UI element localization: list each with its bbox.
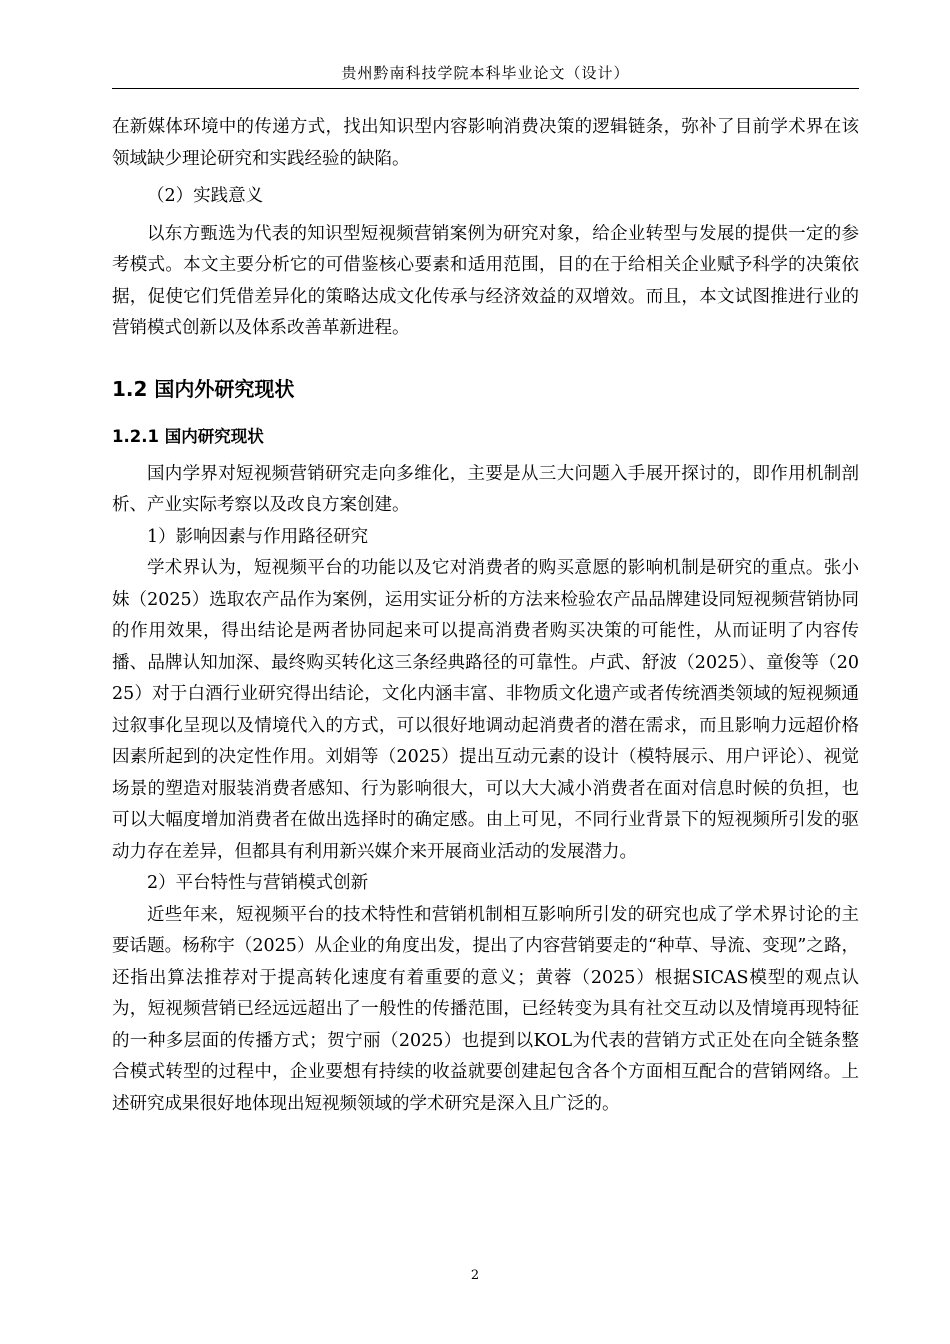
paragraph-platform-features: 近些年来，短视频平台的技术特性和营销机制相互影响所引发的研究也成了学术界讨论的主要话题。杨称宇（2025）从企业的角度出发，提出了内容营销要走的“种草、导流、变现”之路，还指出算法推荐对于提高转化速度有着重要的意义；黄蓉（2025）根据SICAS模型的观点认为，短视频营销已经远远超出了一般性的传播范围，已经转变为具有社交互动以及情境再现特征的一种多层面的传播方式；贺宁丽（2025）也提到以KOL为代表的营销方式正处在向全链条整合模式转型的过程中，企业要想有持续的收益就要创建起包含各个方面相互配合的营销网络。上述研究成果很好地体现出短视频领域的学术研究是深入且广泛的。 bbox=[112, 904, 859, 1114]
paragraph-influence-factors: 学术界认为，短视频平台的功能以及它对消费者的购买意愿的影响机制是研究的重点。张小妹（2025）选取农产品作为案例，运用实证分析的方法来检验农产品品牌建设同短视频营销协同的作用效果，得出结论是两者协同起来可以提高消费者购买决策的可能性，从而证明了内容传播、品牌认知加深、最终购买转化这三条经典路径的可靠性。卢武、舒波（2025）、童俊等（2025）对于白酒行业研究得出结论，文化内涵丰富、非物质文化遗产或者传统酒类领域的短视频通过叙事化呈现以及情境代入的方式，可以很好地调动起消费者的潜在需求，而且影响力远超价格因素所起到的决定性作用。刘娟等（2025）提出互动元素的设计（模特展示、用户评论）、视觉场景的塑造对服装消费者感知、行为影响很大，可以大大减小消费者在面对信息时候的负担，也可以大幅度增加消费者在做出选择时的确定感。由上可见，不同行业背景下的短视频所引发的驱动力存在差异，但都具有利用新兴媒介来开展商业活动的发展潜力。 bbox=[112, 558, 859, 862]
page-header: 贵州黔南科技学院本科毕业论文（设计） bbox=[112, 62, 859, 89]
practical-significance-label: （2）实践意义 bbox=[147, 186, 264, 206]
section-heading-1-2-1: 1.2.1 国内研究现状 bbox=[112, 426, 264, 446]
paragraph-domestic-intro: 国内学界对短视频营销研究走向多维化，主要是从三大问题入手展开探讨的，即作用机制剖析、产业实际考察以及改良方案创建。 bbox=[112, 463, 859, 515]
document-body bbox=[112, 112, 859, 1120]
page-number: 2 bbox=[470, 1268, 480, 1283]
section-heading-1-2: 1.2 国内外研究现状 bbox=[112, 376, 295, 401]
list-item-label-1: 1）影响因素与作用路径研究 bbox=[147, 526, 369, 547]
paragraph-continuation: 在新媒体环境中的传递方式，找出知识型内容影响消费决策的逻辑链条，弥补了目前学术界在该领域缺少理论研究和实践经验的缺陷。 bbox=[112, 117, 859, 169]
list-item-label-2: 2）平台特性与营销模式创新 bbox=[147, 873, 369, 893]
paragraph-practical-significance: 以东方甄选为代表的知识型短视频营销案例为研究对象，给企业转型与发展的提供一定的参考模式。本文主要分析它的可借鉴核心要素和适用范围，目的在于给相关企业赋予科学的决策依据，促使它们凭借差异化的策略达成文化传承与经济效益的双增效。而且，本文试图推进行业的营销模式创新以及体系改善革新进程。 bbox=[112, 223, 859, 338]
